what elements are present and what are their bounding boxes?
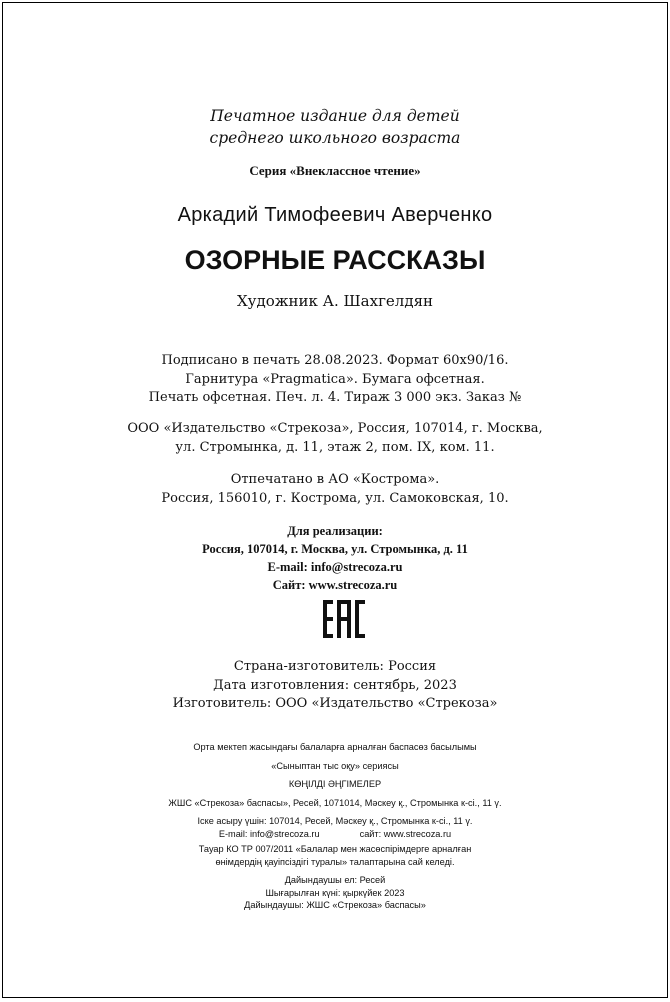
- print-details-line: Печать офсетная. Печ. л. 4. Тираж 3 000 экз. Заказ №: [148, 390, 522, 405]
- print-details-line: Подписано в печать 28.08.2023. Формат 60х90/16.: [161, 353, 509, 368]
- kz-contacts: [3, 828, 667, 841]
- printer-info-line: Россия, 156010, г. Кострома, ул. Самоковская, 10.: [161, 490, 509, 506]
- imprint-page: [2, 2, 668, 998]
- print-details: [3, 352, 667, 408]
- sales-address: Россия, 107014, г. Москва, ул. Стромынка, д. 11: [202, 542, 468, 556]
- sales-email: E-mail: info@strecoza.ru: [267, 560, 403, 574]
- manufacturer-name: Изготовитель: ООО «Издательство «Стрекоза»: [172, 696, 498, 711]
- printer-info-line: Отпечатано в АО «Кострома».: [230, 472, 440, 487]
- kz-series: «Сыныптан тыс оқу» сериясы: [271, 760, 399, 771]
- publisher-address-line: ул. Стромынка, д. 11, этаж 2, пом. IX, ком. 11.: [175, 439, 495, 455]
- kz-conformity-line: өнімдердің қауіпсіздігі туралы» талаптарына сай келеді.: [215, 856, 455, 867]
- eac-conformity-mark-icon: [321, 598, 367, 640]
- kz-email: E-mail: info@strecoza.ru: [218, 828, 320, 839]
- kz-website: сайт: www.strecoza.ru: [359, 828, 452, 839]
- audience-note: [3, 105, 667, 149]
- kz-audience: Орта мектеп жасындағы балаларға арналған баспасөз басылымы: [193, 742, 477, 752]
- publisher-address: [3, 420, 667, 457]
- print-details-line: Гарнитура «Pragmatica». Бумага офсетная.: [185, 371, 485, 387]
- kz-date: Шығарылған күні: қыркүйек 2023: [265, 887, 405, 898]
- printer-info: [3, 471, 667, 508]
- kazakh-imprint: [3, 741, 667, 912]
- kz-maker: Дайындаушы: ЖШС «Стрекоза» баспасы»: [244, 900, 426, 910]
- kz-claims-address: Іске асыру үшін: 107014, Ресей, Мәскеу қ., Стромынка к-сі., 11 ү.: [197, 816, 473, 826]
- author-name: Аркадий Тимофеевич Аверченко: [177, 204, 493, 226]
- kz-publisher: ЖШС «Стрекоза» баспасы», Ресей, 1071014, Мәскеу қ., Стромынка к-сі., 11 ү.: [168, 797, 502, 808]
- manufacturer-country: Страна-изготовитель: Россия: [233, 659, 437, 674]
- sales-contact: [3, 522, 667, 594]
- manufacturer-info: [3, 658, 667, 714]
- book-title: ОЗОРНЫЕ РАССКАЗЫ: [184, 245, 486, 275]
- kz-country: Дайындаушы ел: Ресей: [284, 875, 386, 885]
- kz-title: КӨҢІЛДІ ӘҢГІМЕЛЕР: [288, 779, 382, 789]
- sales-website: Сайт: www.strecoza.ru: [272, 578, 398, 592]
- audience-line-2: среднего школьного возраста: [209, 129, 461, 147]
- audience-line-1: Печатное издание для детей: [210, 107, 460, 125]
- sales-heading: Для реализации:: [287, 524, 383, 538]
- publisher-address-line: ООО «Издательство «Стрекоза», Россия, 107014, г. Москва,: [127, 421, 543, 436]
- illustrator-credit: Художник А. Шахгелдян: [236, 292, 434, 310]
- series-name: Серия «Внеклассное чтение»: [249, 163, 421, 178]
- manufacture-date: Дата изготовления: сентябрь, 2023: [213, 677, 457, 693]
- kz-conformity-line: Тауар КО ТР 007/2011 «Балалар мен жасөспірімдерге арналған: [198, 844, 472, 854]
